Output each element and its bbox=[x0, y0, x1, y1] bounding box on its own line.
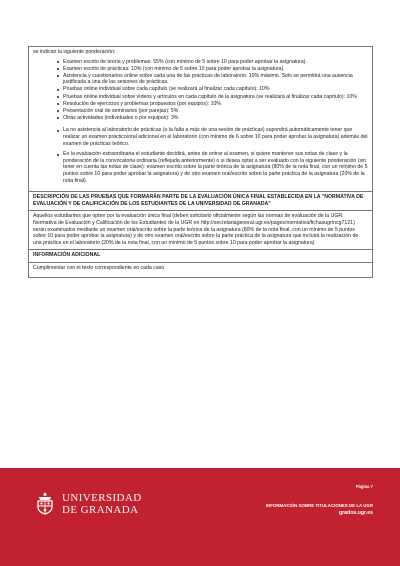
intro-text: se indican la siguiente ponderación: bbox=[33, 49, 116, 55]
weight-item: Resolución de ejercicios y problemas propuestos (por equipos): 10% bbox=[63, 101, 368, 108]
page-number: Página 7 bbox=[355, 484, 373, 489]
single-eval-heading-row bbox=[29, 191, 372, 210]
note-item: La no asistencia al laboratorio de prácticas (o la falta a más de una sesión de prácticas) supondrá automáticamente tener que realizar un examen práctico/oral adicional en el laboratorio (con mínimo de 6 sobre 10 para poder aprobar la asignatura) además del examen de prácticas teórico. bbox=[63, 127, 368, 147]
additional-heading: INFORMACIÓN ADICIONAL bbox=[33, 252, 101, 259]
footer-site: grados.ugr.es bbox=[338, 510, 373, 516]
note-item: En la evaluación extraordinaria el estudiante decidirá, antes de entrar al examen, si quiere mantener sus notas de clase y la ponderación de la convocatoria ordinaria (reflejada anteriormente) o si desea optar a ser evaluado con la siguiente ponderación (sin tener en cuenta las notas de clase): examen escrito sobre la parte teórica de la asignatura (80% de la nota final, con un mínimo de 5 puntos sobre 10 para poder aprobar la asignatura) y de otro examen oral/escrito sobre la parte práctica de la asignatura (20% de la nota final). bbox=[63, 151, 368, 184]
logo-line-1: UNIVERSIDAD bbox=[62, 492, 142, 504]
footer-title: INFORMACIÓN SOBRE TITULACIONES DE LA UGR bbox=[265, 503, 373, 508]
single-eval-heading: DESCRIPCIÓN DE LAS PRUEBAS QUE FORMARÁN PARTE DE LA EVALUACIÓN ÚNICA FINAL ESTABLECIDA EN LA "NORMATIVA DE EVALUACIÓN Y DE CALIFICACIÓN DE LOS ESTUDIANTES DE LA UNIVERSIDAD DE GRANADA" bbox=[33, 194, 364, 207]
additional-heading-row bbox=[29, 249, 372, 262]
weighting-section bbox=[29, 47, 372, 191]
single-eval-body-row bbox=[29, 210, 372, 249]
weight-item: Otras actividades (individuales o por equipos): 3% bbox=[63, 115, 368, 122]
weight-item: Examen escrito de prácticas: 10% (con mínimo de 5 sobre 10 para poder aprobar la asignatura). bbox=[63, 66, 368, 73]
additional-body: Cumplimentar con el texto correspondiente en cada caso bbox=[33, 264, 165, 271]
university-logo bbox=[62, 493, 142, 516]
notes-list bbox=[33, 127, 368, 184]
single-eval-body: Aquellos estudiantes que opten por la evaluación única final (deben solicitarlo oficialmente según las normas de evaluación de la UGR: Normativa de Evaluación y Calificación de los Estudiantes de la UGR en http://secretariageneral.ugr.es/pages/normativa/fichasugr/ncg7121) serán examinados mediante un examen oral/escrito sobre la parte teórica de la asignatura (80% de la nota final, con un mínimo de 5 puntos sobre 10 para poder aprobar la asignatura) y de otro examen oral/escrito sobre la parte práctica de la asignatura que incluirá la realización de una práctica en el laboratorio (20% de la nota final, con un mínimo de 5 puntos sobre 10 para poder aprobar la asignatura) bbox=[33, 213, 359, 246]
weight-item: Asistencia y cuestionarios online sobre cada una de las prácticas de laboratorio: 10% máximo. Solo se permitirá una ausencia justificada a una de las sesiones de prácticas. bbox=[63, 73, 368, 86]
weight-item: Presentación oral de seminarios (por parejas): 5% bbox=[63, 108, 368, 115]
evaluation-table bbox=[28, 46, 373, 278]
additional-body-row bbox=[29, 262, 372, 277]
page-footer bbox=[0, 468, 400, 566]
weight-item: Pruebas online individual sobre cada capítulo (se realizará al finalizar cada capítulo): 10% bbox=[63, 86, 368, 93]
weight-item: Examen escrito de teoría y problemas: 55% (con mínimo de 5 sobre 10 para poder aprobar la asignatura). bbox=[63, 59, 368, 66]
university-crest-icon bbox=[34, 491, 56, 515]
weights-list bbox=[33, 59, 368, 122]
weight-item: Pruebas online individual sobre vídeos y artículos en cada capítulo de la asignatura (se realizará al finalizar cada capítulo): 10% bbox=[63, 94, 368, 101]
logo-line-2: DE GRANADA bbox=[62, 503, 139, 516]
